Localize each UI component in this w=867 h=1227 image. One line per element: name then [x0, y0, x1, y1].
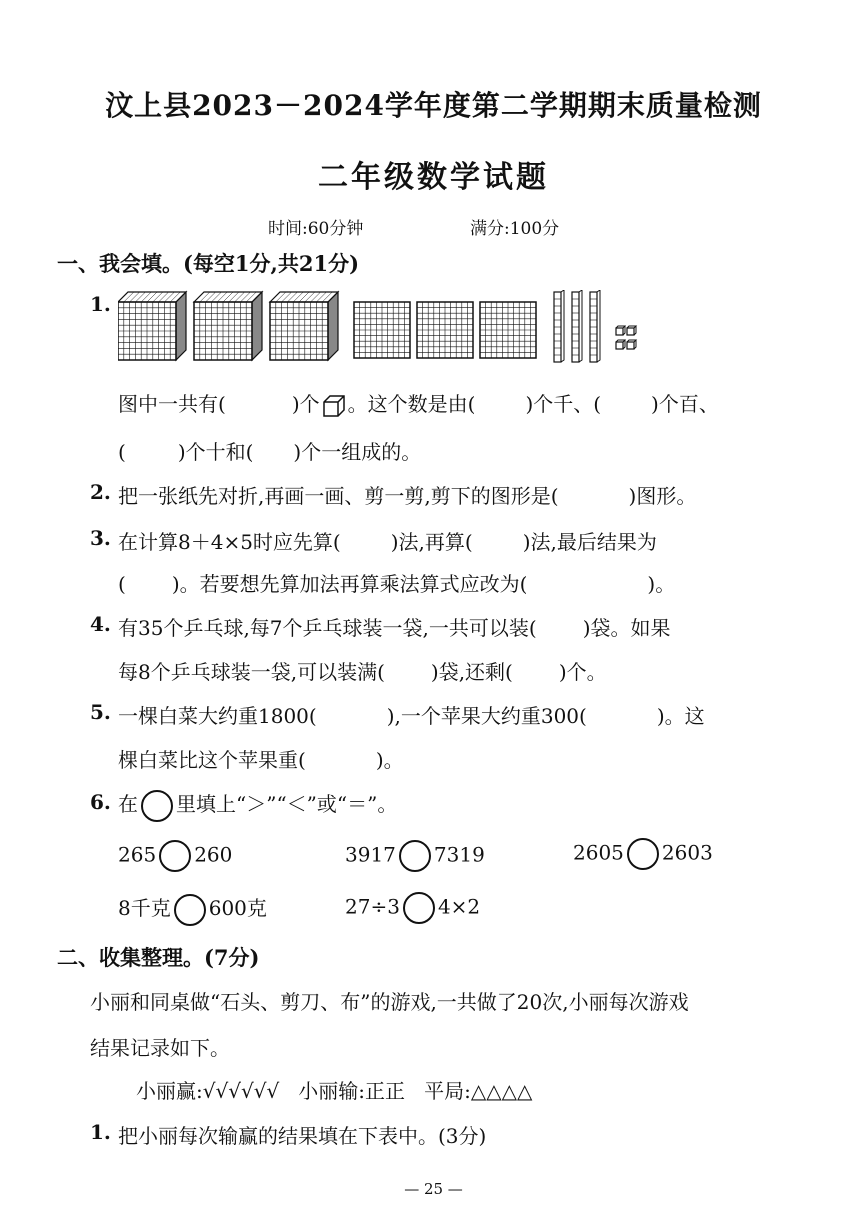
q3-number: 3.	[90, 526, 111, 550]
q6-instr-a: 在	[118, 792, 138, 816]
q1-text-d: )个千、(	[525, 392, 602, 416]
unit-cube	[627, 340, 636, 349]
compare-item-1	[118, 840, 232, 872]
thousand-cube	[270, 292, 338, 360]
exam-full-score: 满分:100分	[470, 219, 560, 239]
q5-text-a: 一棵白菜大约重1800(	[118, 704, 317, 728]
thousand-cubes	[118, 292, 338, 360]
q4-line2	[118, 656, 607, 685]
q4-line1	[118, 612, 671, 641]
q4-text-d: )袋,还剩(	[430, 660, 513, 684]
section2-paragraph-2: 结果记录如下。	[90, 1036, 230, 1060]
section1-heading: 一、我会填。(每空1分,共21分)	[57, 251, 360, 276]
compare-item-5	[345, 892, 480, 924]
compare-circle[interactable]	[627, 838, 659, 870]
q4-text-e: )个。	[558, 660, 607, 684]
hundred-flat	[354, 302, 410, 358]
hundred-flat	[480, 302, 536, 358]
hundred-flats	[354, 302, 536, 358]
q5-text-d: 棵白菜比这个苹果重(	[118, 748, 306, 772]
hundred-flat	[417, 302, 473, 358]
compare-right: 4×2	[437, 894, 481, 919]
compare-left: 8千克	[118, 896, 171, 920]
ten-rod	[572, 290, 582, 362]
thousand-cube	[194, 292, 262, 360]
base-ten-blocks-figure	[118, 290, 648, 370]
q6-instr-b: 里填上“＞”“＜”或“＝”。	[176, 792, 398, 816]
q3-text-f: )。	[647, 572, 676, 596]
q2-text-a: 把一张纸先对折,再画一画、剪一剪,剪下的图形是(	[118, 484, 559, 508]
q4-text-b: )袋。如果	[582, 616, 671, 640]
unit-cube	[616, 340, 625, 349]
ten-rod	[590, 290, 600, 362]
page-number: — 25 —	[404, 1180, 463, 1198]
q1-text-h: )个一组成的。	[293, 440, 422, 464]
compare-right: 7319	[433, 842, 485, 867]
q5-text-b: ),一个苹果大约重300(	[386, 704, 587, 728]
compare-right: 600克	[208, 896, 267, 920]
q4-text-c: 每8个乒乓球装一袋,可以装满(	[118, 660, 385, 684]
compare-left: 2605	[573, 840, 624, 865]
q5-text-e: )。	[375, 748, 404, 772]
q3-text-c: )法,最后结果为	[522, 530, 657, 554]
q5-line1	[118, 700, 705, 729]
q4-text-a: 有35个乒乓球,每7个乒乓球装一袋,一共可以装(	[118, 616, 537, 640]
unit-cube	[616, 326, 625, 335]
exam-time: 时间:60分钟	[268, 219, 364, 239]
q1-text-b: )个	[291, 392, 320, 416]
section2-heading: 二、收集整理。(7分)	[57, 945, 260, 970]
exam-title: 汶上县2023－2024学年度第二学期期末质量检测	[105, 89, 762, 122]
cube-icon	[322, 394, 346, 418]
q2-number: 2.	[90, 480, 111, 504]
q1-text-a: 图中一共有(	[118, 392, 226, 416]
thousand-cube	[118, 292, 186, 360]
compare-circle[interactable]	[174, 894, 206, 926]
compare-right: 260	[194, 842, 233, 867]
q3-text-b: )法,再算(	[390, 530, 473, 554]
q5-text-c: )。这	[656, 704, 705, 728]
q3-line2	[118, 568, 675, 597]
compare-right: 2603	[661, 840, 713, 865]
game-record: 小丽赢:√√√√√√ 小丽输:正正 平局:△△△△	[136, 1079, 533, 1103]
ten-rod	[554, 290, 564, 362]
compare-item-4	[118, 892, 267, 926]
q1-text-g: )个十和(	[177, 440, 254, 464]
compare-circle[interactable]	[399, 840, 431, 872]
q3-text-a: 在计算8＋4×5时应先算(	[118, 530, 341, 554]
exam-subtitle: 二年级数学试题	[318, 160, 549, 195]
section2-paragraph-1: 小丽和同桌做“石头、剪刀、布”的游戏,一共做了20次,小丽每次游戏	[90, 990, 689, 1014]
q1-line2	[118, 436, 421, 465]
q2-text-b: )图形。	[628, 484, 697, 508]
q5-number: 5.	[90, 700, 111, 724]
q1-text-c: 。这个数是由(	[347, 392, 476, 416]
compare-left: 265	[118, 842, 157, 867]
q1-number: 1.	[90, 292, 111, 316]
s2-q1-text: 把小丽每次输赢的结果填在下表中。(3分)	[118, 1124, 487, 1148]
q4-number: 4.	[90, 612, 111, 636]
q6-instruction	[118, 788, 397, 822]
unit-cube	[627, 326, 636, 335]
q3-text-d: (	[118, 572, 126, 596]
q3-text-e: )。若要想先算加法再算乘法算式应改为(	[171, 572, 528, 596]
q1-text-f: (	[118, 440, 126, 464]
q1-text-e: )个百、	[651, 392, 719, 416]
s2-q1-number: 1.	[90, 1120, 111, 1144]
unit-cubes	[616, 326, 636, 349]
circle-icon	[141, 790, 173, 822]
q6-number: 6.	[90, 790, 111, 814]
compare-circle[interactable]	[159, 840, 191, 872]
compare-left: 27÷3	[345, 894, 400, 919]
compare-left: 3917	[345, 842, 396, 867]
q2-line	[118, 480, 696, 509]
q5-line2	[118, 744, 404, 773]
q3-line1	[118, 526, 657, 555]
ten-rods	[554, 290, 600, 362]
compare-item-3	[573, 838, 713, 870]
compare-item-2	[345, 840, 485, 872]
q1-line1	[118, 388, 719, 418]
compare-circle[interactable]	[403, 892, 435, 924]
